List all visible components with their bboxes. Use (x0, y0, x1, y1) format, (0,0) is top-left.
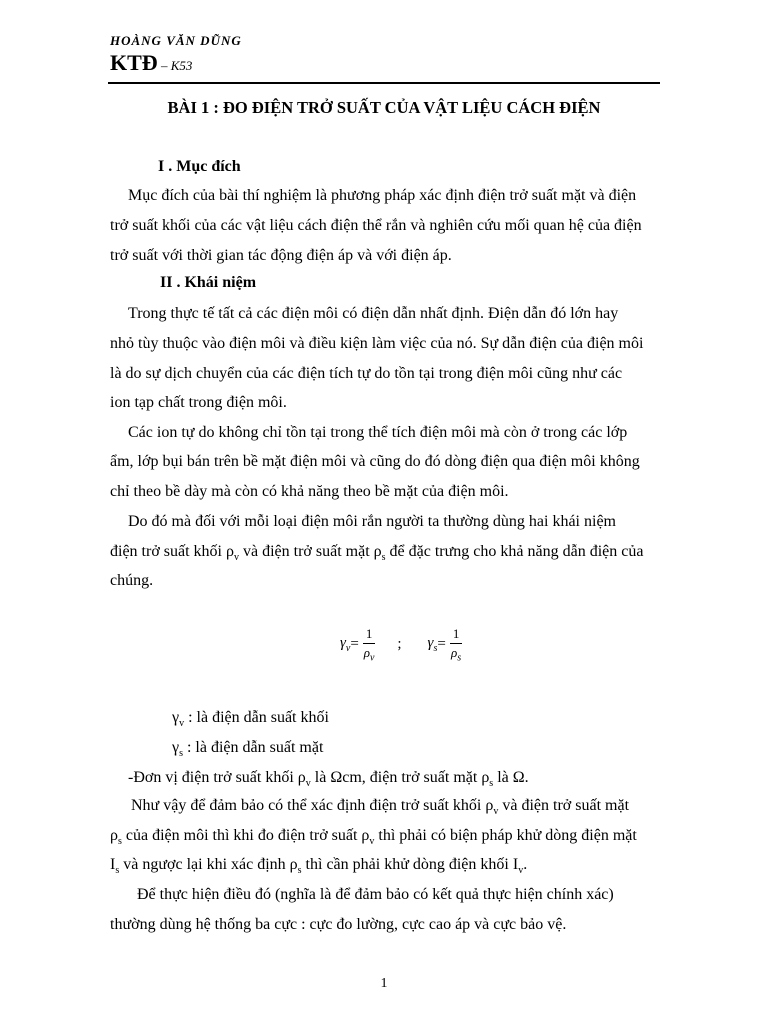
text-run: thì cần phải khử dòng điện khối I (301, 856, 519, 873)
subscript: s (179, 748, 183, 760)
header-class-rest: – K53 (157, 58, 193, 73)
text-run: : là điện dẫn suất khối (184, 709, 329, 726)
numerator: 1 (363, 626, 376, 644)
subscript: v (369, 652, 375, 664)
subscript: s (457, 652, 462, 664)
text-run: và ngược lại khi xác định ρ (119, 856, 298, 873)
subscript: s (117, 836, 122, 848)
paragraph-line: Các ion tự do không chỉ tồn tại trong thể tích điện môi mà còn ở trong các lớp (128, 424, 628, 441)
equals-sign: = (350, 636, 359, 653)
denominator (451, 644, 461, 664)
text-run: của điện môi thì khi đo điện trở suất ρ (121, 827, 370, 844)
text-run: -Đơn vị điện trở suất khối ρ (128, 769, 306, 786)
text-run: thì phải có biện pháp khử dòng điện mặt (374, 827, 637, 844)
text-run: để đặc trưng cho khả năng dẫn điện của (385, 543, 644, 560)
symbol: γ (340, 635, 346, 652)
formula-lhs-2 (428, 635, 438, 654)
symbol: γ (172, 709, 180, 726)
paragraph-line: chỉ theo bề dày mà còn có khả năng theo bề mặt của điện môi. (110, 483, 509, 500)
paragraph-line: ion tạp chất trong điện môi. (110, 394, 287, 411)
subscript: v (493, 806, 499, 818)
header-class-prefix: KTĐ (110, 50, 158, 75)
symbol: γ (427, 635, 434, 652)
text-run: là Ω. (493, 769, 529, 786)
formula-separator: ; (397, 636, 402, 653)
subscript: s (115, 865, 120, 877)
conductivity-formula (340, 626, 462, 664)
symbol: ρ (450, 645, 458, 660)
section-heading-purpose: I . Mục đích (158, 158, 241, 175)
paragraph-line: chúng. (110, 572, 154, 589)
paragraph-line: Trong thực tế tất cả các điện môi có điện dẫn nhất định. Điện dẫn đó lớn hay (128, 305, 619, 322)
paragraph-line: thường dùng hệ thống ba cực : cực đo lường, cực cao áp và cực bảo vệ. (110, 916, 567, 933)
subscript: v (179, 718, 185, 730)
paragraph-line: trở suất khối của các vật liệu cách điện thể rắn và nghiên cứu mối quan hệ của điện (110, 217, 642, 234)
subscript: v (305, 778, 311, 790)
text-run: là Ωcm, điện trở suất mặt ρ (310, 769, 490, 786)
subscript: v (518, 865, 524, 877)
document-title: BÀI 1 : ĐO ĐIỆN TRỞ SUẤT CỦA VẬT LIỆU CÁCH ĐIỆN (167, 98, 601, 117)
header-class (110, 52, 242, 74)
subscript: s (433, 643, 438, 655)
subscript: v (345, 643, 351, 655)
paragraph-line: Do đó mà đối với mỗi loại điện môi rắn người ta thường dùng hai khái niệm (128, 513, 616, 530)
paragraph-line: Mục đích của bài thí nghiệm là phương pháp xác định điện trở suất mặt và điện (128, 187, 637, 204)
header-divider (108, 82, 660, 84)
text-run: ρ (110, 827, 118, 844)
subscript: s (489, 778, 494, 790)
text-run: Như vậy để đảm bảo có thể xác định điện trở suất khối ρ (131, 797, 494, 814)
subscript: s (381, 552, 386, 564)
paragraph-line: Để thực hiện điều đó (nghĩa là để đảm bảo có kết quả thực hiện chính xác) (137, 886, 614, 903)
text-run: và điện trở suất mặt ρ (238, 543, 382, 560)
numerator: 1 (450, 626, 463, 644)
formula-lhs-1 (340, 635, 350, 654)
subscript: v (233, 552, 239, 564)
subscript: s (297, 865, 302, 877)
text-run: . (523, 856, 528, 873)
paragraph-line: trở suất với thời gian tác động điện áp và với điện áp. (110, 247, 452, 264)
symbol: ρ (363, 645, 370, 660)
section-heading-concept: II . Khái niệm (160, 274, 257, 291)
text-run: : là điện dẫn suất mặt (182, 739, 324, 756)
subscript: v (369, 836, 375, 848)
text-run: và điện trở suất mặt (498, 797, 630, 814)
denominator (364, 644, 375, 664)
fraction-1 (363, 626, 376, 664)
header-author: HOÀNG VĂN DŨNG (110, 33, 242, 48)
text-run: điện trở suất khối ρ (110, 543, 234, 560)
paragraph-line: là do sự dịch chuyển của các điện tích tự do tồn tại trong điện môi cũng như các (110, 365, 623, 382)
paragraph-line: ẩm, lớp bụi bán trên bề mặt điện môi và cũng do đó dòng điện qua điện môi không (110, 453, 640, 470)
fraction-2 (450, 626, 463, 664)
page-header (110, 34, 242, 74)
equals-sign: = (437, 636, 446, 653)
text-run: I (110, 856, 116, 873)
page-number: 1 (380, 976, 388, 991)
symbol: γ (172, 739, 180, 756)
paragraph-line: nhỏ tùy thuộc vào điện môi và điều kiện làm việc của nó. Sự dẫn điện của điện môi (110, 335, 644, 352)
